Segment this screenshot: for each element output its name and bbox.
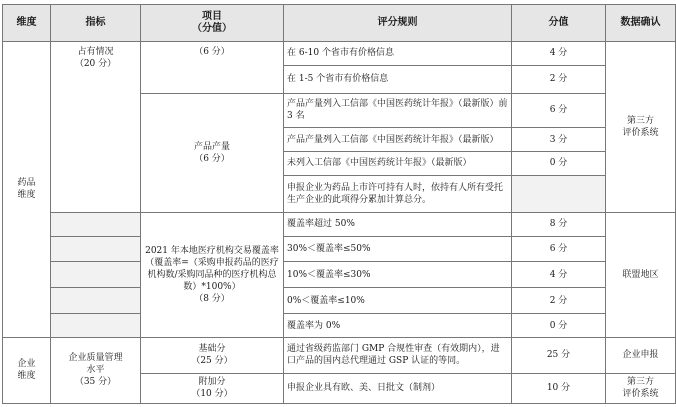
rule-cell: 0%＜覆盖率≤10%	[284, 288, 512, 314]
score-cell: 6 分	[512, 237, 606, 262]
confirm-company: 企业申报	[606, 337, 676, 373]
confirm-third-party-2: 第三方 评价系统	[606, 373, 676, 403]
table-row	[3, 262, 676, 288]
item-extra: 附加分 （10 分）	[141, 373, 284, 403]
score-cell	[512, 175, 606, 212]
confirm-third-party: 第三方 评价系统	[606, 41, 676, 212]
rule-cell: 产品产量列入工信部《中国医药统计年报》（最新版）前 3 名	[284, 93, 512, 128]
indicator-blank	[51, 212, 141, 237]
indicator-blank	[51, 237, 141, 262]
score-cell: 8 分	[512, 212, 606, 237]
indicator-share: 占有情况 （20 分）	[51, 41, 141, 212]
score-cell: 4 分	[512, 41, 606, 65]
table-row	[3, 212, 676, 237]
indicator-quality: 企业质量管理 水平 （35 分）	[51, 337, 141, 403]
rule-cell: 未列入工信部《中国医药统计年报》（最新版）	[284, 152, 512, 176]
score-cell: 0 分	[512, 314, 606, 338]
header-rule: 评分规则	[284, 5, 512, 42]
header-item: 项目 （分值）	[141, 5, 284, 42]
score-cell: 4 分	[512, 262, 606, 288]
table-row	[3, 237, 676, 262]
item-price-count: （6 分）	[141, 41, 284, 93]
indicator-blank	[51, 288, 141, 314]
header-indicator: 指标	[51, 5, 141, 42]
item-coverage: 2021 年本地医疗机构交易覆盖率 （覆盖率=（采购申报药品的医疗机构数/采购同品种的医疗机构总数）*100%） （8 分）	[141, 212, 284, 337]
score-cell: 0 分	[512, 152, 606, 176]
table-row	[3, 41, 676, 65]
header-confirm: 数据确认	[606, 5, 676, 42]
header-dimension: 维度	[3, 5, 51, 42]
dimension-enterprise: 企业 维度	[3, 337, 51, 403]
item-output: 产品产量 （6 分）	[141, 93, 284, 212]
rule-cell: 在 1-5 个省市有价格信息	[284, 65, 512, 93]
score-cell: 6 分	[512, 93, 606, 128]
confirm-alliance: 联盟地区	[606, 212, 676, 337]
rule-cell: 10%＜覆盖率≤30%	[284, 262, 512, 288]
header-row	[3, 5, 676, 42]
table-row	[3, 314, 676, 338]
table-row	[3, 288, 676, 314]
table-row	[3, 337, 676, 373]
indicator-blank	[51, 262, 141, 288]
indicator-blank	[51, 314, 141, 338]
dimension-drug: 药品 维度	[3, 41, 51, 337]
rule-cell: 30%＜覆盖率≤50%	[284, 237, 512, 262]
rule-cell: 申报企业为药品上市许可持有人时，依持有人所有受托生产企业的此项得分累加计算总分。	[284, 175, 512, 212]
score-cell: 3 分	[512, 128, 606, 152]
item-base: 基础分 （25 分）	[141, 337, 284, 373]
score-cell: 2 分	[512, 65, 606, 93]
rule-cell: 覆盖率为 0%	[284, 314, 512, 338]
score-cell: 25 分	[512, 337, 606, 373]
score-cell: 2 分	[512, 288, 606, 314]
scoring-table	[2, 4, 676, 404]
rule-cell: 覆盖率超过 50%	[284, 212, 512, 237]
rule-cell: 申报企业具有欧、美、日批文（制剂）	[284, 373, 512, 403]
rule-cell: 产品产量列入工信部《中国医药统计年报》（最新版）	[284, 128, 512, 152]
rule-cell: 在 6-10 个省市有价格信息	[284, 41, 512, 65]
rule-cell: 通过省级药监部门 GMP 合规性审查（有效期内），进口产品的国内总代理通过 GSP 认证的等同。	[284, 337, 512, 373]
score-cell: 10 分	[512, 373, 606, 403]
header-score: 分值	[512, 5, 606, 42]
